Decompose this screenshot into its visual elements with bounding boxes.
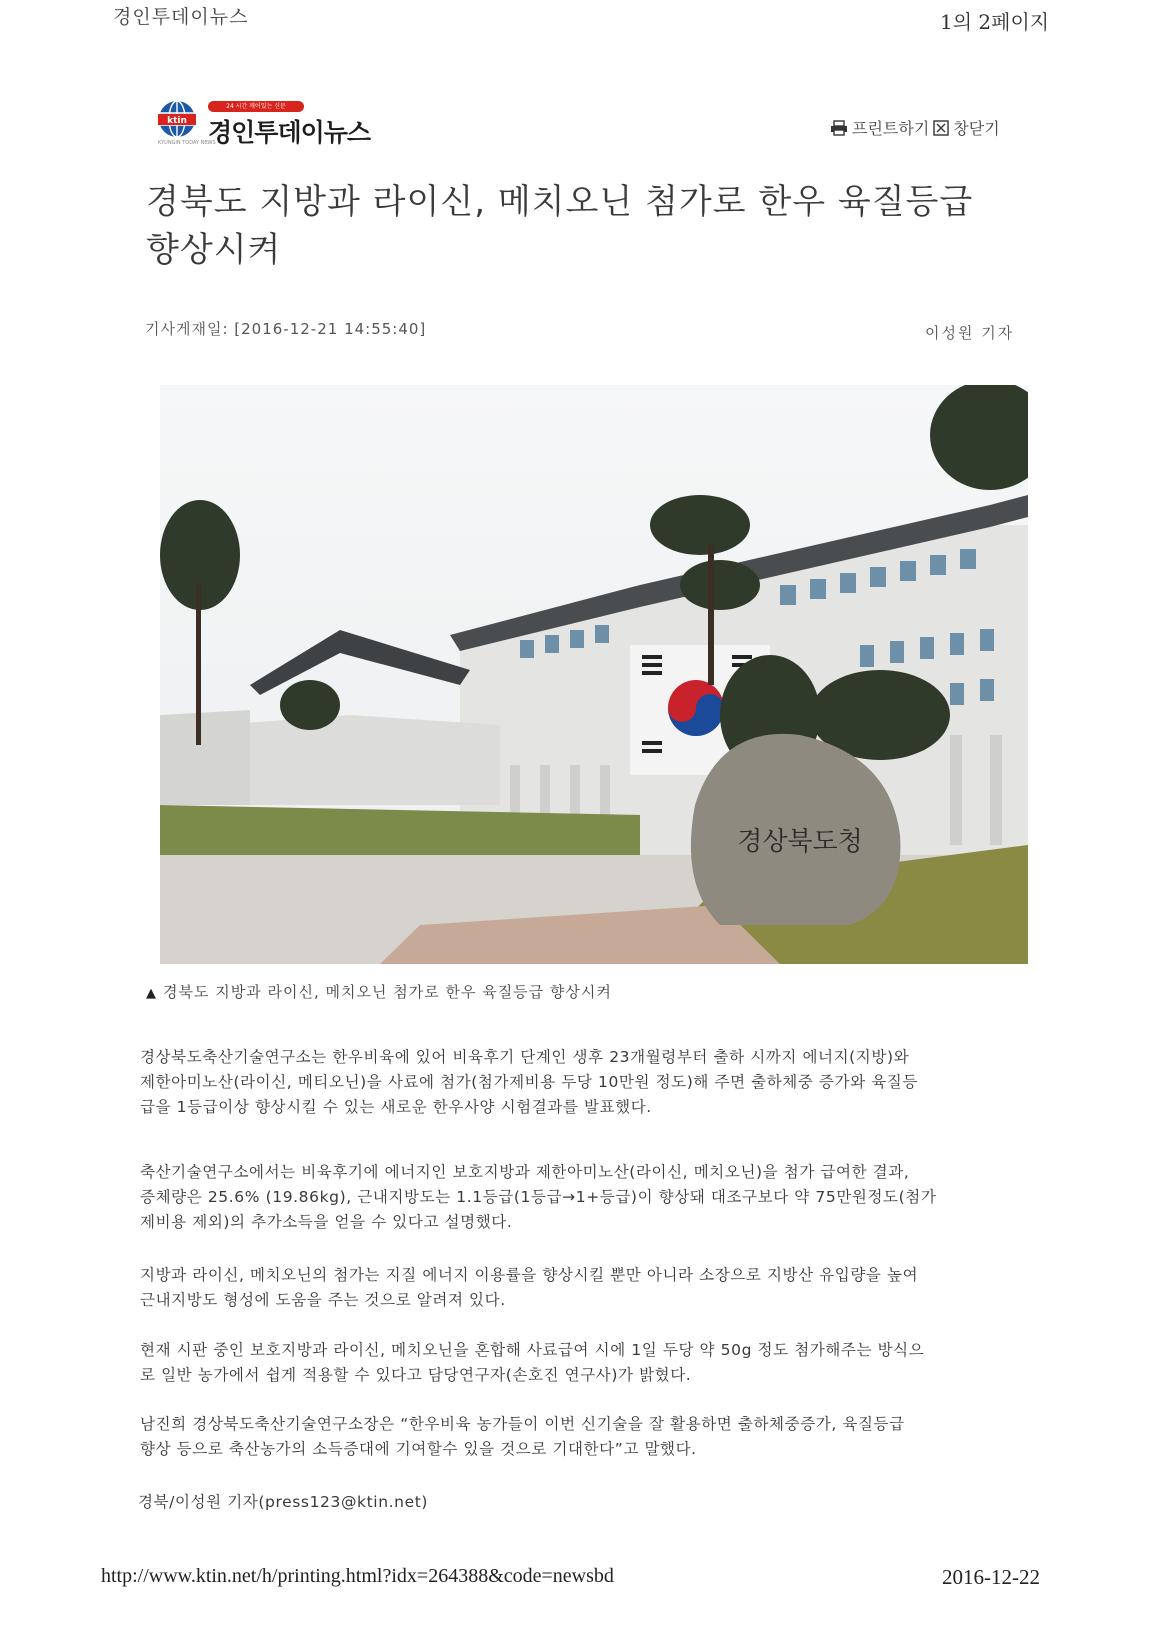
site-name: 경인투데이뉴스 xyxy=(208,118,371,147)
site-name-english: KYUNGIN TODAY NEWS xyxy=(158,140,216,146)
paragraph-line: 증체량은 25.6% (19.86kg), 근내지방도는 1.1등급(1등급→1+등급)이 향상돼 대조구보다 약 75만원정도(첨가 xyxy=(140,1188,937,1206)
logo-letters: ktin xyxy=(167,116,187,126)
close-window-button[interactable] xyxy=(933,116,999,139)
site-logo[interactable] xyxy=(158,98,408,152)
paragraph-line: 지방과 라이신, 메치오닌의 첨가는 지질 에너지 이용률을 향상시킬 뿐만 아니라 소장으로 지방산 유입량을 높여 xyxy=(140,1266,919,1284)
paragraph-line: 제한아미노산(라이신, 메티오닌)을 사료에 첨가(첨가제비용 두당 10만원 정도)해 주면 출하체중 증가와 육질등 xyxy=(140,1073,918,1091)
print-footer-url: http://www.ktin.net/h/printing.html?idx=264388&code=newsbd xyxy=(101,1565,614,1587)
paragraph-line: 현재 시판 중인 보호지방과 라이신, 메치오닌을 혼합해 사료급여 시에 1일 두당 약 50g 정도 첨가해주는 방식으 xyxy=(140,1341,925,1359)
article-tools xyxy=(830,116,1000,139)
paragraph-line: 축산기술연구소에서는 비육후기에 에너지인 보호지방과 제한아미노산(라이신, 메치오닌)을 첨가 급여한 결과, xyxy=(140,1163,910,1181)
paragraph-line: 근내지방도 형성에 도움을 주는 것으로 알려져 있다. xyxy=(140,1291,506,1309)
article-title-line-1: 경북도 지방과 라이신, 메치오닌 첨가로 한우 육질등급 xyxy=(146,182,974,222)
article-paragraph-4 xyxy=(140,1338,1020,1388)
paragraph-line: 남진희 경상북도축산기술연구소장은 “한우비육 농가들이 이번 신기술을 잘 활용하면 출하체중증가, 육질등급 xyxy=(140,1415,905,1433)
photo-caption xyxy=(146,981,612,1002)
photo-caption-text: 경북도 지방과 라이신, 메치오닌 첨가로 한우 육질등급 향상시켜 xyxy=(163,983,612,1001)
globe-logo-icon xyxy=(158,100,196,138)
print-label: 프린트하기 xyxy=(852,119,930,138)
article-title-line-2: 향상시켜 xyxy=(146,230,282,270)
paragraph-line: 제비용 제외)의 추가소득을 얻을 수 있다고 설명했다. xyxy=(140,1213,513,1231)
published-date: 기사게재일: [2016-12-21 14:55:40] xyxy=(145,320,427,338)
close-icon xyxy=(933,120,949,136)
article-photo xyxy=(160,385,1028,964)
close-label: 창닫기 xyxy=(953,119,1000,138)
article-byline: 경북/이성원 기자(press123@ktin.net) xyxy=(138,1493,429,1511)
article-paragraph-3 xyxy=(140,1263,1020,1313)
article-title xyxy=(146,178,1026,274)
paragraph-line: 경상북도축산기술연구소는 한우비육에 있어 비육후기 단계인 생후 23개월령부터 출하 시까지 에너지(지방)와 xyxy=(140,1048,910,1066)
paragraph-line: 급을 1등급이상 향상시킬 수 있는 새로운 한우사양 시험결과를 발표했다. xyxy=(140,1098,652,1116)
paragraph-line: 로 일반 농가에서 쉽게 적용할 수 있다고 담당연구자(손호진 연구사)가 밝혔다. xyxy=(140,1366,692,1384)
site-tagline: 24 시간 깨어있는 신문 xyxy=(208,101,304,112)
triangle-bullet-icon: ▲ xyxy=(146,986,157,1001)
article-paragraph-1 xyxy=(140,1045,1020,1120)
print-header-page-indicator: 1의 2페이지 xyxy=(940,10,1050,34)
printer-icon xyxy=(830,120,848,136)
government-building-photo xyxy=(160,385,1028,964)
print-header-site-name: 경인투데이뉴스 xyxy=(113,6,249,28)
article-paragraph-2 xyxy=(140,1160,1020,1235)
print-button[interactable] xyxy=(830,116,929,139)
article-paragraph-5 xyxy=(140,1412,1020,1462)
paragraph-line: 향상 등으로 축산농가의 소득증대에 기여할수 있을 것으로 기대한다”고 말했다. xyxy=(140,1440,697,1458)
building-sign-text: 경상북도청 xyxy=(737,827,863,857)
author-name: 이성원 기자 xyxy=(925,324,1015,342)
print-footer-date: 2016-12-22 xyxy=(942,1565,1040,1589)
